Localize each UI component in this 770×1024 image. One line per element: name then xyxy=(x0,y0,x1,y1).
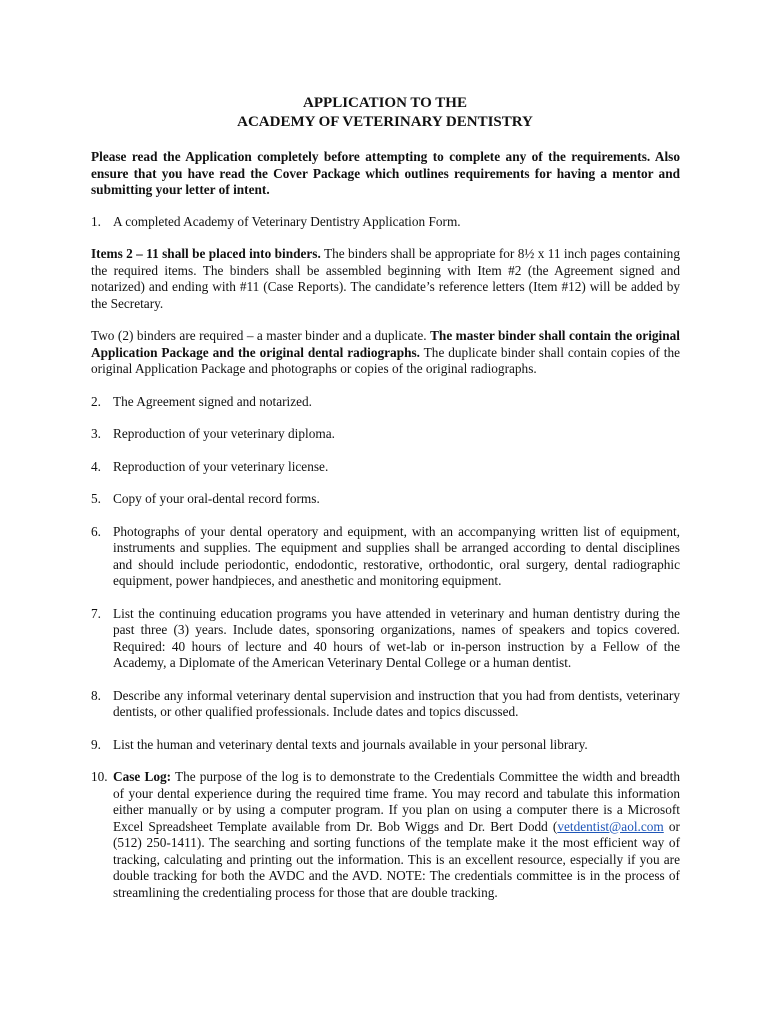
item-text: Describe any informal veterinary dental supervision and instruction that you had from dentists, veterinary dentists, or other qualified professionals. Include dates and topics discussed. xyxy=(113,687,680,719)
item-number: 1. xyxy=(91,213,101,229)
item-number: 9. xyxy=(91,736,101,752)
intro-paragraph: Please read the Application completely before attempting to complete any of the requirements. Also ensure that you have read the Cover Package which outlines requirements for having a mentor and submitting your letter of intent. xyxy=(91,149,680,197)
list-item xyxy=(91,394,680,411)
list-item xyxy=(91,524,680,590)
item-text: The Agreement signed and notarized. xyxy=(113,393,313,409)
item-text: Copy of your oral-dental record forms. xyxy=(113,491,320,506)
master-binder-paragraph xyxy=(91,328,680,378)
page-title xyxy=(0,94,770,132)
item-number: 5. xyxy=(91,491,101,506)
item-text xyxy=(113,769,680,901)
item-text: List the human and veterinary dental texts and journals available in your personal library. xyxy=(113,736,588,752)
item-text: List the continuing education programs you have attended in veterinary and human dentistry during the past three (3) years. Include dates, sponsoring organizations, names of speakers and topics covered. Required: 40 hours of lecture and 40 hours of wet-lab or in-person instruction by a Fellow of the Academy, a Diplomate of the American Veterinary Dental College or a human dentist. xyxy=(113,605,680,670)
list-item xyxy=(91,459,680,476)
list-item-case-log xyxy=(91,769,680,901)
item-number: 2. xyxy=(91,393,101,409)
binders-text: The binders shall be appropriate for 8½ x 11 inch pages containing the required items. The binders shall be assembled beginning with Item #2 (the Agreement signed and notarized) and ending with #11 (Case Reports). The candidate’s reference letters (Item #12) will be added by the Secretary. xyxy=(91,246,680,311)
document-body xyxy=(91,149,680,917)
case-log-heading: Case Log: xyxy=(113,769,172,784)
list-item xyxy=(91,737,680,754)
item-number: 8. xyxy=(91,687,101,703)
item-number: 6. xyxy=(91,523,101,539)
list-item xyxy=(91,214,680,231)
item-text: A completed Academy of Veterinary Dentistry Application Form. xyxy=(113,213,461,229)
list-item xyxy=(91,688,680,721)
item-number: 7. xyxy=(91,605,101,621)
list-item xyxy=(91,426,680,443)
item-number: 3. xyxy=(91,426,101,441)
list-item xyxy=(91,491,680,508)
email-link[interactable]: vetdentist@aol.com xyxy=(557,818,664,834)
binders-paragraph xyxy=(91,246,680,312)
item-text: Reproduction of your veterinary diploma. xyxy=(113,426,335,441)
case-log-text-1: The purpose of the log is to demonstrate to the Credentials Committee the width and breadth of your dental experience during the required time frame. You may record and tabulate this information either manually or by using a computer program. If you plan on using a computer there is a Microsoft Excel Spreadsheet Template available from Dr. Bob Wiggs and Dr. Bert Dodd ( xyxy=(113,769,681,834)
binders-bold: Items 2 – 11 shall be placed into binders. xyxy=(91,246,321,261)
title-line-1: APPLICATION TO THE xyxy=(303,95,467,111)
item-text: Reproduction of your veterinary license. xyxy=(113,458,329,474)
list-item xyxy=(91,606,680,672)
master-start: Two (2) binders are required – a master binder and a duplicate. xyxy=(91,328,431,343)
item-text: Photographs of your dental operatory and equipment, with an accompanying written list of equipment, instruments and supplies. The equipment and supplies shall be arranged according to dental disciplines and should include periodontic, endodontic, restorative, orthodontic, oral surgery, dental radiographic equipment, power handpieces, and anesthetic and monitoring equipment. xyxy=(113,523,680,588)
item-number: 10. xyxy=(91,769,108,784)
master-bold: The master binder shall contain the original Application Package and the original dental radiographs. xyxy=(91,328,680,360)
item-number: 4. xyxy=(91,458,101,474)
master-rest: The duplicate binder shall contain copies of the original Application Package and photographs or copies of the original radiographs. xyxy=(91,344,681,376)
case-log-text-2: or (512) 250-1411). The searching and sorting functions of the template make it the most efficient way of tracking, calculating and printing out the information. This is an excellent resource, especially if you are double tracking for both the AVDC and the AVD. NOTE: The credentials committee is in the process of streamlining the credentialing process for those that are double tracking. xyxy=(113,818,680,900)
title-line-2: ACADEMY OF VETERINARY DENTISTRY xyxy=(237,114,533,130)
